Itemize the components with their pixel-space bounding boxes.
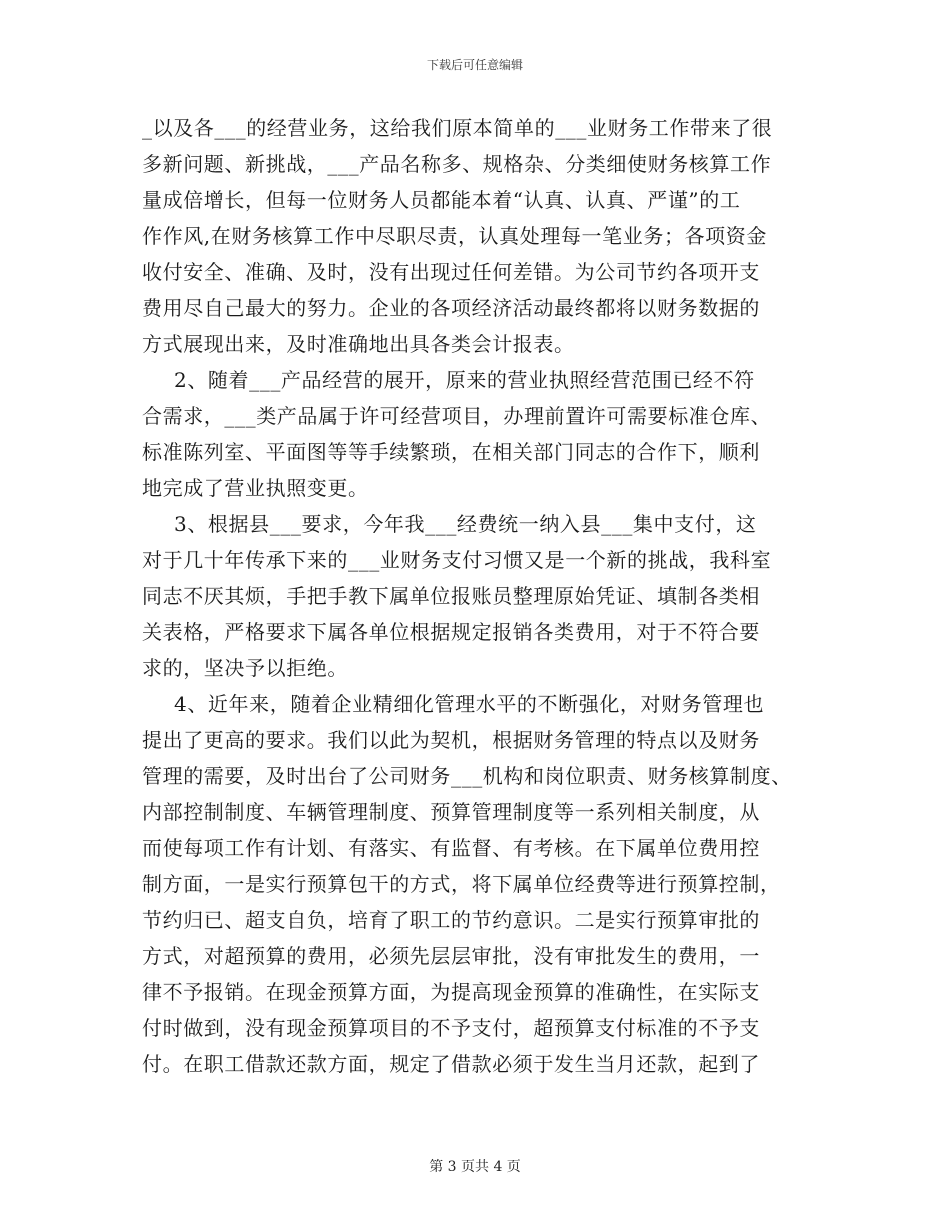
text-line: 提出了更高的要求。我们以此为契机，根据财务管理的特点以及财务	[142, 728, 760, 752]
text-line: 而使每项工作有计划、有落实、有监督、有考核。在下属单位费用控	[142, 836, 760, 860]
page-header: 下载后可任意编辑	[426, 58, 523, 72]
text-line: 多新问题、新挑战，___产品名称多、规格杂、分类细使财务核算工作	[142, 152, 772, 176]
text-line: _以及各___的经营业务，这给我们原本简单的___业财务工作带来了很	[142, 116, 773, 140]
text-line: 量成倍增长，但每一位财务人员都能本着“认真、认真、严谨”的工	[142, 188, 741, 212]
page-number-footer: 第 3 页共 4 页	[429, 1159, 521, 1175]
text-line: 对于几十年传承下来的___业财务支付习惯又是一个新的挑战，我科室	[142, 548, 772, 572]
text-line: 管理的需要，及时出台了公司财务___机构和岗位职责、财务核算制度、	[142, 764, 792, 788]
text-line: 方式，对超预算的费用，必须先层层审批，没有审批发生的费用，一	[142, 944, 760, 968]
text-line: 方式展现出来，及时准确地出具各类会计报表。	[142, 332, 575, 356]
paragraph-start-line: 4、近年来，随着企业精细化管理水平的不断强化，对财务管理也	[174, 692, 765, 716]
text-line: 求的，坚决予以拒绝。	[142, 656, 348, 680]
document-body	[142, 110, 814, 1082]
text-line: 关表格，严格要求下属各单位根据规定报销各类费用，对于不符合要	[142, 620, 760, 644]
text-line: 标准陈列室、平面图等等手续繁琐，在相关部门同志的合作下，顺利	[142, 440, 760, 464]
text-line: 作作风,在财务核算工作中尽职尽责，认真处理每一笔业务；各项资金	[142, 224, 767, 248]
text-line: 付。在职工借款还款方面，规定了借款必须于发生当月还款，起到了	[142, 1052, 760, 1076]
paragraph-start-line: 2、随着___产品经营的展开，原来的营业执照经营范围已经不符	[174, 368, 755, 392]
text-line: 合需求，___类产品属于许可经营项目，办理前置许可需要标准仓库、	[142, 404, 772, 428]
paragraph-start-line: 3、根据县___要求，今年我___经费统一纳入县___集中支付，这	[174, 512, 757, 536]
text-line: 收付安全、准确、及时，没有出现过任何差错。为公司节约各项开支	[142, 260, 760, 284]
text-line: 同志不厌其烦，手把手教下属单位报账员整理原始凭证、填制各类相	[142, 584, 760, 608]
text-line: 地完成了营业执照变更。	[142, 476, 369, 500]
text-line: 制方面，一是实行预算包干的方式，将下属单位经费等进行预算控制，	[142, 872, 781, 896]
text-line: 费用尽自己最大的努力。企业的各项经济活动最终都将以财务数据的	[142, 296, 760, 320]
text-line: 内部控制制度、车辆管理制度、预算管理制度等一系列相关制度，从	[142, 800, 760, 824]
text-line: 付时做到，没有现金预算项目的不予支付，超预算支付标准的不予支	[142, 1016, 760, 1040]
text-line: 律不予报销。在现金预算方面，为提高现金预算的准确性，在实际支	[142, 980, 760, 1004]
text-line: 节约归已、超支自负，培育了职工的节约意识。二是实行预算审批的	[142, 908, 760, 932]
